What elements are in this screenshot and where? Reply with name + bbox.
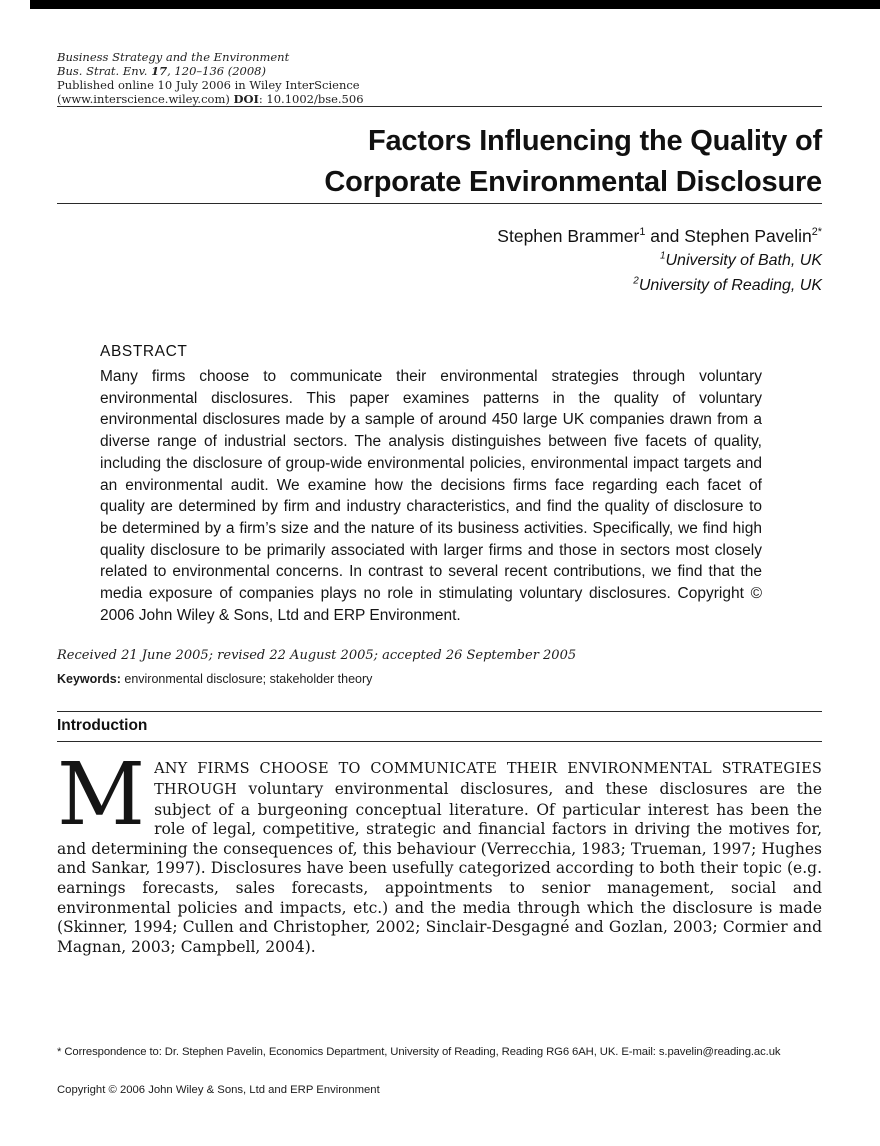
affiliation-2-superscript: 2	[633, 275, 639, 287]
dropcap-letter: M	[57, 745, 146, 846]
doi-line	[57, 92, 822, 106]
introduction-paragraph	[57, 745, 822, 957]
article-title-line-2: Corporate Environmental Disclosure	[324, 166, 822, 198]
article-title	[57, 121, 822, 203]
abstract-heading: ABSTRACT	[100, 343, 188, 360]
affiliation-2	[57, 273, 822, 298]
doi-label: DOI	[233, 92, 259, 106]
lead-capitals-text: ANY FIRMS CHOOSE TO COMMUNICATE THEIR ENVIRONMENTAL STRATEGIES THROUGH	[154, 761, 822, 799]
author-block	[57, 224, 822, 298]
author-1-superscript: 1	[639, 226, 646, 239]
affiliation-1	[57, 248, 822, 273]
author-name-1: Stephen Brammer	[497, 226, 640, 246]
author-2-superscript: 2*	[811, 226, 822, 239]
journal-citation	[57, 64, 822, 78]
doi-url: (www.interscience.wiley.com)	[57, 92, 234, 106]
keywords-label: Keywords:	[57, 672, 121, 687]
abstract-section	[100, 342, 762, 626]
introduction-body-text: voluntary environmental disclosures, and these disclosures are the subject of a burgeoning conceptual literature. Of particular interest has been the role of legal, competitive, strategic and financial factors in driving the motives for, and determining the consequences of, this behaviour (Verrecchia, 1983; Trueman, 1997; Hughes and Sankar, 1997). Disclosures have been usefully categorized according to both their topic (e.g. earnings forecasts, sales forecasts, appointments to senior management, social and environmental policies and impacts, etc.) and the media through which the disclosure is made (Skinner, 1994; Cullen and Christopher, 2002; Sinclair-Desgagné and Gozlan, 2003; Cormier and Magnan, 2003; Campbell, 2004).	[57, 780, 822, 956]
affiliation-1-superscript: 1	[659, 250, 666, 262]
page-edge-bar	[30, 0, 880, 9]
affiliation-1-text: University of Bath, UK	[665, 252, 822, 269]
header-rule	[57, 106, 822, 107]
published-online-line: Published online 10 July 2006 in Wiley InterScience	[57, 78, 360, 92]
introduction-bottom-rule	[57, 741, 822, 742]
author-name-2: and Stephen Pavelin	[645, 226, 812, 246]
citation-volume: 17	[151, 64, 168, 78]
article-title-line-1: Factors Influencing the Quality of	[367, 125, 822, 157]
journal-name: Business Strategy and the Environment	[57, 50, 290, 64]
introduction-heading-block	[57, 711, 822, 742]
title-rule	[57, 203, 822, 204]
introduction-heading: Introduction	[57, 717, 148, 735]
received-revised-accepted-line: Received 21 June 2005; revised 22 August 2005; accepted 26 September 2005	[57, 648, 577, 664]
keywords-line	[57, 671, 822, 687]
affiliation-2-text: University of Reading, UK	[638, 277, 822, 294]
doi-value: : 10.1002/bse.506	[258, 92, 364, 106]
correspondence-note: * Correspondence to: Dr. Stephen Pavelin, Economics Department, University of Reading, Reading RG6 6AH, UK. E-mail: s.pavelin@reading.ac.uk	[57, 1046, 781, 1058]
citation-prefix: Bus. Strat. Env.	[57, 64, 152, 78]
abstract-text: Many firms choose to communicate their environmental strategies through voluntary environmental disclosures. This paper examines patterns in the quality of voluntary environmental disclosures made by a sample of around 450 large UK companies drawn from a diverse range of industrial sectors. The analysis distinguishes between five facets of quality, including the disclosure of group-wide environmental policies, environmental impact targets and an environmental audit. We examine how the decisions firms face regarding each facet of quality are determined by firm and industry characteristics, and find the quality of disclosure to be determined by a firm’s size and the nature of its business activities. Specifically, we find high quality disclosure to be primarily associated with larger firms and those in sectors most closely related to environmental concerns. In contrast to several recent contributions, we find that the media exposure of companies plays no role in stimulating voluntary disclosures. Copyright © 2006 John Wiley & Sons, Ltd and ERP Environment.	[100, 368, 762, 624]
copyright-line: Copyright © 2006 John Wiley & Sons, Ltd and ERP Environment	[57, 1084, 380, 1096]
journal-header	[57, 0, 822, 106]
author-byline	[57, 224, 822, 248]
keywords-list: environmental disclosure; stakeholder theory	[120, 672, 373, 687]
citation-pages: , 120–136 (2008)	[167, 64, 266, 78]
